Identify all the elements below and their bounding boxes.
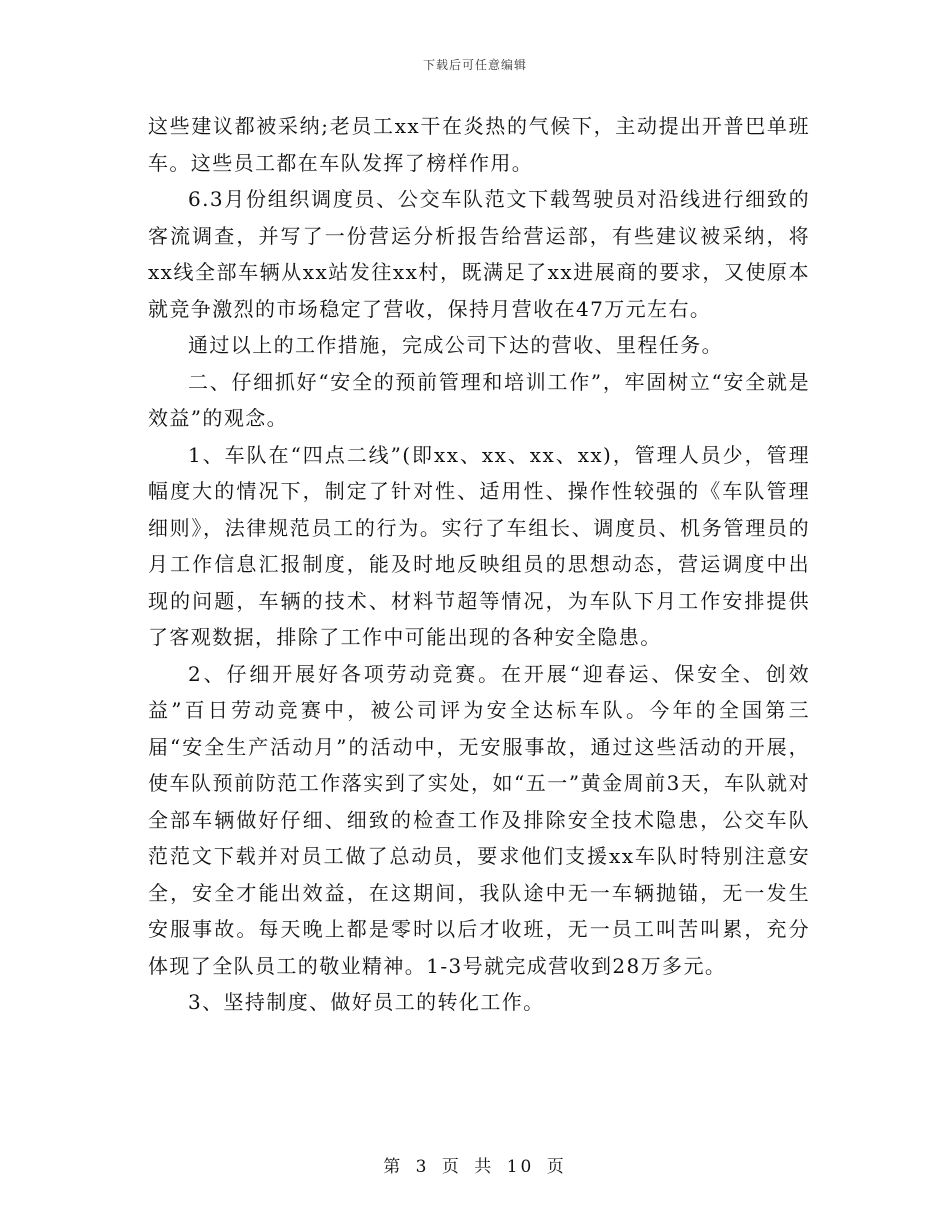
paragraph-2: 6.3月份组织调度员、公交车队范文下载驾驶员对沿线进行细致的客流调查，并写了一份营运分析报告给营运部，有些建议被采纳，将xx线全部车辆从xx站发往xx村，既满足了xx进展商的要求，又使原本就竞争激烈的市场稳定了营收，保持月营收在47万元左右。: [148, 187, 810, 321]
paragraph-5: 1、车队在“四点二线”(即xx、xx、xx、xx)，管理人员少，管理幅度大的情况下，制定了针对性、适用性、操作性较强的《车队管理细则》，法律规范员工的行为。实行了车组长、调度员、机务管理员的月工作信息汇报制度，能及时地反映组员的思想动态，营运调度中出现的问题，车辆的技术、材料节超等情况，为车队下月工作安排提供了客观数据，排除了工作中可能出现的各种安全隐患。: [148, 442, 810, 649]
page-header: 下载后可任意编辑: [422, 58, 527, 72]
paragraph-1: 这些建议都被采纳;老员工xx干在炎热的气候下，主动提出开普巴单班车。这些员工都在车队发挥了榜样作用。: [148, 114, 810, 175]
paragraph-6: 2、仔细开展好各项劳动竞赛。在开展“迎春运、保安全、创效益”百日劳动竞赛中，被公司评为安全达标车队。今年的全国第三届“安全生产活动月”的活动中，无安服事故，通过这些活动的开展，使车队预前防范工作落实到了实处，如“五一”黄金周前3天，车队就对全部车辆做好仔细、细致的检查工作及排除安全技术隐患，公交车队范范文下载并对员工做了总动员，要求他们支援xx车队时特别注意安全，安全才能出效益，在这期间，我队途中无一车辆抛锚，无一发生安服事故。每天晚上都是零时以后才收班，无一员工叫苦叫累，充分体现了全队员工的敬业精神。1-3号就完成营收到28万多元。: [148, 661, 810, 978]
document-body: [148, 108, 810, 1021]
paragraph-3: 通过以上的工作措施，完成公司下达的营收、里程任务。: [188, 333, 723, 357]
page-number: 第 3 页 共 10 页: [383, 1157, 567, 1177]
paragraph-4: 二、仔细抓好“安全的预前管理和培训工作”，牢固树立“安全就是效益”的观念。: [148, 369, 810, 430]
paragraph-7: 3、坚持制度、做好员工的转化工作。: [188, 990, 545, 1014]
